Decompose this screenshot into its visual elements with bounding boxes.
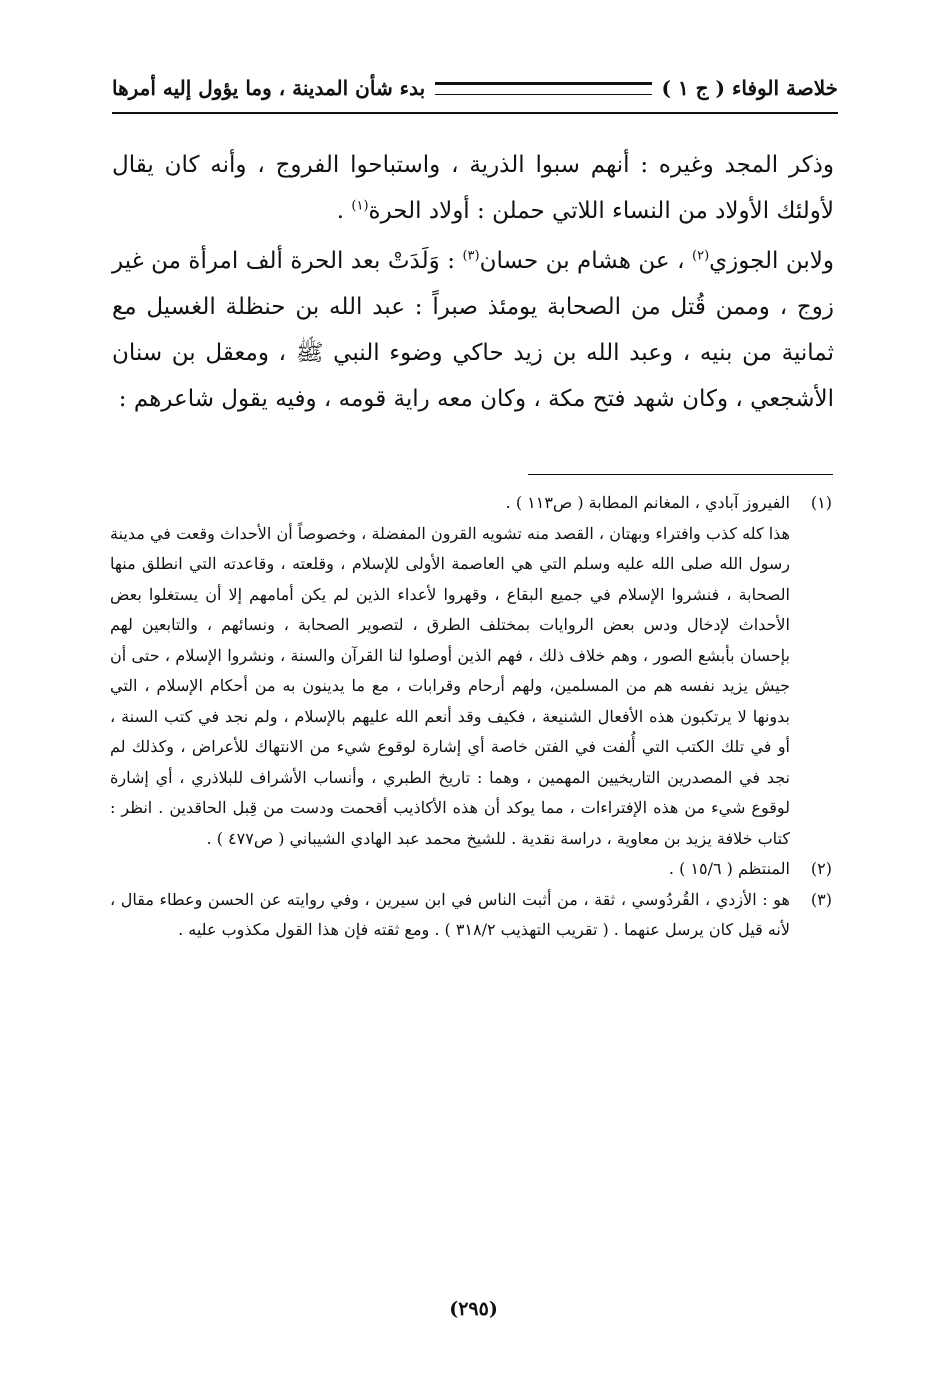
- footnote-commentary: هو : الأزدي ، القُردُوسي ، ثقة ، من أثبت الناس في ابن سيرين ، وفي روايته عن الحسن وعطاء مقال ، لأنه قيل كان يرسل عنهما . ( تقريب التهذيب ٣١٨/٢ ) . ومع ثقته فإن هذا القول مكذوب عليه .: [110, 889, 790, 939]
- paragraph-2: [112, 238, 834, 422]
- header-underline: [112, 112, 838, 114]
- footnote-source: المنتظم ( ١٥/٦ ) .: [668, 859, 790, 878]
- page-number: (٢٩٥): [449, 1298, 498, 1320]
- footnote-body: [110, 488, 790, 854]
- footnote-ref-1: (١): [351, 198, 369, 214]
- header-book-title: خلاصة الوفاء ( ج ١ ): [661, 76, 838, 100]
- footnote-2: [110, 854, 832, 885]
- header-double-rule: [435, 82, 651, 95]
- footnote-3: [110, 885, 832, 946]
- footnote-ref-3: (٣): [462, 248, 480, 264]
- paragraph-2-text-c: : وَلَدَتْ بعد الحرة ألف امرأة من غير زوج ، وممن قُتل من الصحابة يومئذ صبراً : عبد الله بن حنظلة الغسيل مع ثمانية من بنيه ، وعبد الله بن زيد حاكي وضوء النبي ﷺ ، ومعقل بن سنان الأشجعي ، وكان شهد فتح مكة ، وكان معه راية قومه ، وفيه يقول شاعرهم :: [112, 248, 834, 412]
- paragraph-1-end: .: [336, 198, 352, 224]
- header-chapter-title: بدء شأن المدينة ، وما يؤول إليه أمرها: [112, 76, 426, 100]
- footnote-number: (١): [810, 493, 832, 512]
- footnote-number: (٣): [810, 889, 832, 909]
- footnote-source: الفيروز آبادي ، المغانم المطابة ( ص١١٣ ) .: [505, 493, 790, 512]
- footnote-body: [110, 885, 790, 946]
- footnote-ref-2: (٢): [692, 248, 710, 264]
- paragraph-1: [112, 142, 834, 234]
- footnote-number: (٢): [810, 859, 832, 878]
- footnote-separator: [528, 474, 833, 475]
- paragraph-2-text-a: ولابن الجوزي: [709, 248, 834, 274]
- paragraph-1-text: وذكر المجد وغيره : أنهم سبوا الذرية ، واستباحوا الفروج ، وأنه كان يقال لأولئك الأولاد من النساء اللاتي حملن : أولاد الحرة: [112, 152, 834, 224]
- main-text: [112, 142, 834, 426]
- running-header: [112, 66, 838, 110]
- footnote-commentary: هذا كله كذب وافتراء وبهتان ، القصد منه تشويه القرون المفضلة ، وخصوصاً أن الأحداث وقعت في مدينة رسول الله صلى الله عليه وسلم التي هي العاصمة الأولى للإسلام ، وقلعته ، وقاعدته التي انطلق منها الصحابة ، فنشروا الإسلام في جميع البقاع ، وقهروا لأعداء الذين لم يكن أمامهم إلا أن يستغلوا بعض الأحداث لإدخال ودس بعض الروايات بمختلف الطرق ، لتصوير الصحابة ، ونسائهم ، والتابعين لهم بإحسان بأبشع الصور ، وهم خلاف ذلك ، فهم الذين أوصلوا لنا القرآن والسنة ، ونشروا الإسلام ، حتى أن جيش يزيد نفسه هم من المسلمين، ولهم أرحام وقرابات ، مع ما يدينون به من أحكام الإسلام ، التي بدونها لا يرتكبون هذه الأفعال الشنيعة ، فكيف وقد أنعم الله عليهم بالإسلام ، ولم نجد في كتب السنة ، أو في تلك الكتب التي أُلفت في الفتن خاصة أي إشارة لوقوع شيء من الانتهاك للأعراض ، وكذلك لم نجد في المصدرين التاريخيين المهمين ، وهما : تاريخ الطبري ، وأنساب الأشراف للبلاذري ، أي إشارة لوقوع شيء من هذه الإفتراءات ، مما يوكد أن هذه الأكاذيب أقحمت ودست من قِبل الحاقدين . انظر : كتاب خلافة يزيد بن معاوية ، دراسة نقدية . للشيخ محمد عبد الهادي الشيباني ( ص٤٧٧ ) .: [110, 523, 790, 848]
- footnote-body: [110, 854, 790, 885]
- footnote-1: [110, 488, 832, 854]
- footnotes: [110, 488, 832, 946]
- paragraph-2-text-b: ، عن هشام بن حسان: [479, 248, 693, 274]
